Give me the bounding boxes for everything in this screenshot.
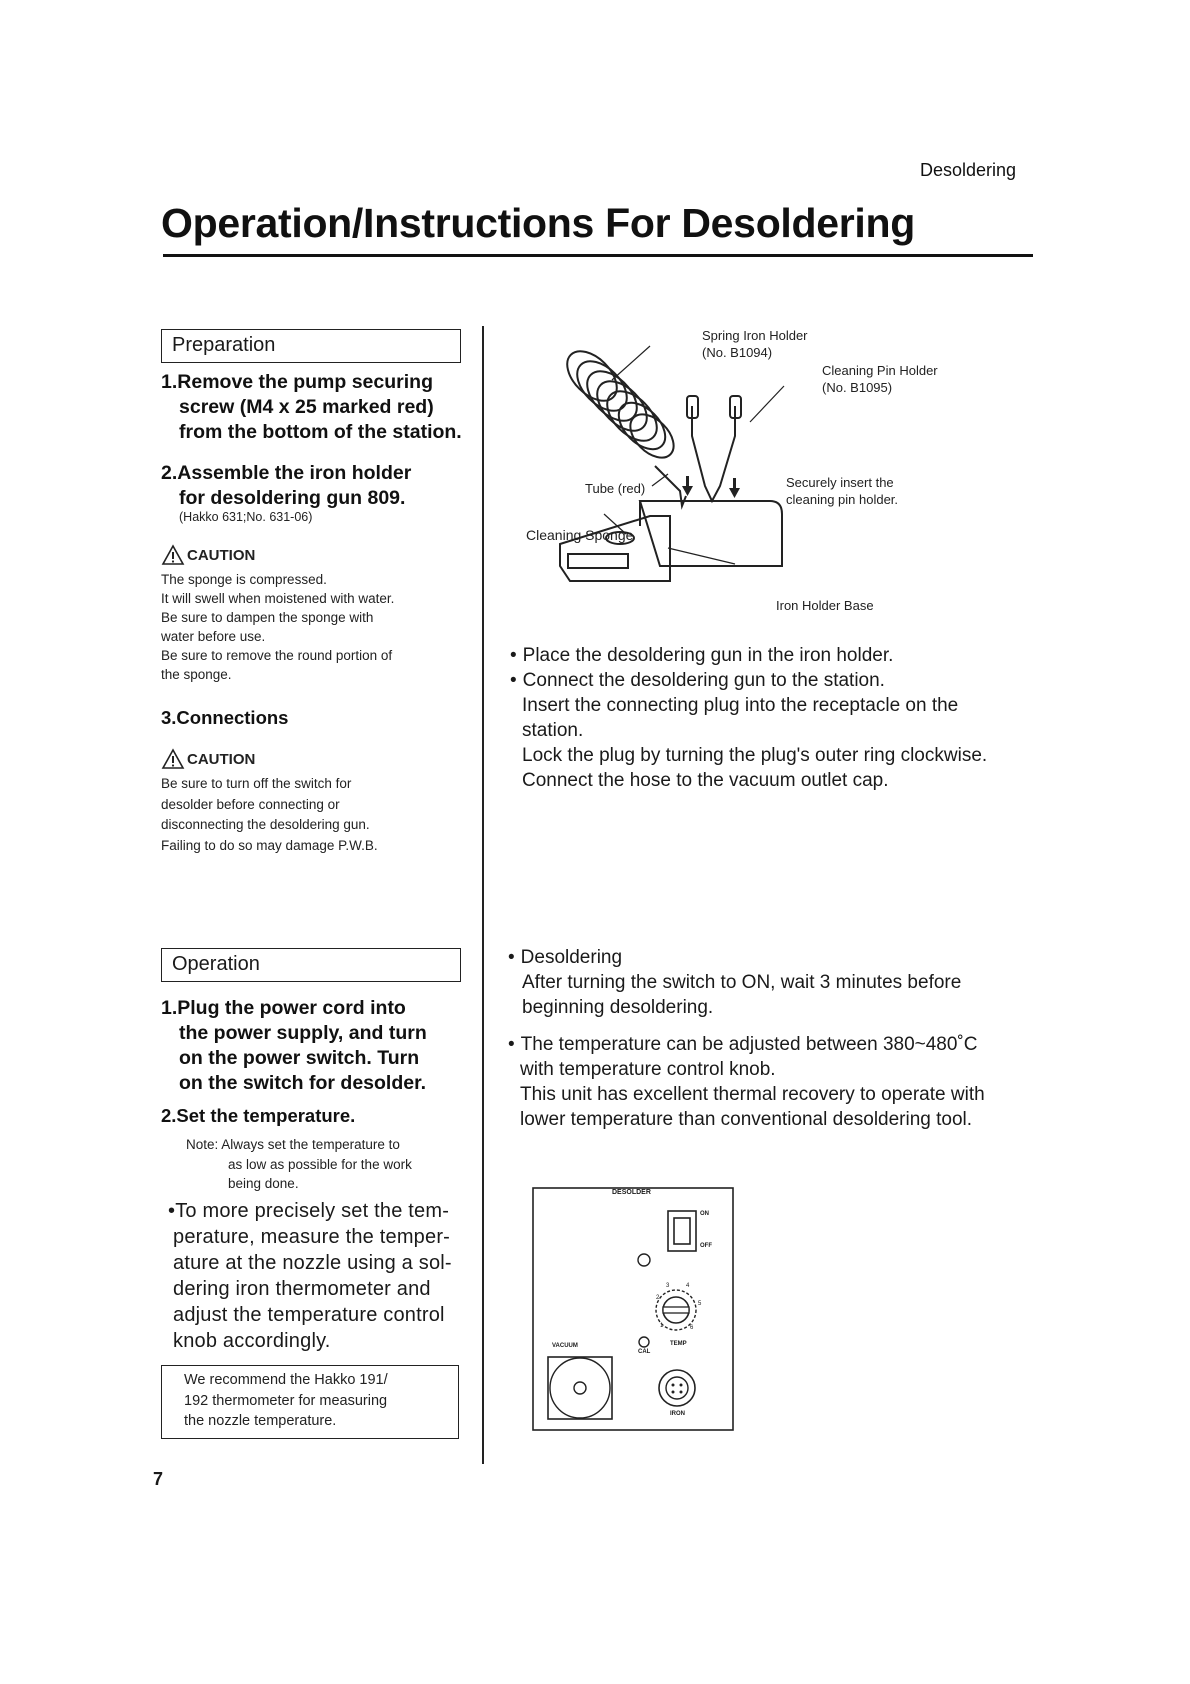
- spring-holder-line: (No. B1094): [702, 345, 773, 360]
- preparation-heading: Preparation: [172, 334, 276, 356]
- prep-step-1-line: screw (M4 x 25 marked red): [179, 396, 434, 418]
- connection-line: Insert the connecting plug into the receptacle on the: [522, 695, 959, 716]
- desoldering-line: This unit has excellent thermal recovery to operate with: [520, 1084, 985, 1105]
- op-note-line: as low as possible for the work: [228, 1156, 412, 1172]
- caution-2-text: [161, 774, 378, 856]
- pin-holder-label: [822, 362, 938, 396]
- op-step-1-line: on the switch for desolder.: [179, 1072, 427, 1094]
- prep-step-1-line: 1.Remove the pump securing: [161, 371, 433, 393]
- caution-1-line: The sponge is compressed.: [161, 572, 327, 587]
- dial-tick: 1: [660, 1323, 664, 1329]
- panel-on-label: ON: [700, 1211, 709, 1217]
- op-precise-line: ature at the nozzle using a sol-: [173, 1252, 452, 1274]
- prep-step-2-part: (Hakko 631;No. 631-06): [179, 510, 313, 524]
- op-precise-text: [168, 1198, 452, 1354]
- caution-1-line: water before use.: [161, 629, 266, 644]
- connection-bullet: • Connect the desoldering gun to the station.: [510, 668, 1030, 693]
- caution-2: [161, 748, 255, 770]
- panel-iron-label: IRON: [670, 1411, 685, 1417]
- spring-holder-line: Spring Iron Holder: [702, 328, 808, 343]
- prep-step-2-line: 2.Assemble the iron holder: [161, 462, 412, 484]
- recommend-box: [161, 1365, 459, 1439]
- panel-outline: [532, 1187, 734, 1431]
- op-precise-line: knob accordingly.: [173, 1330, 331, 1352]
- caution-2-label: CAUTION: [187, 750, 256, 768]
- caution-1: [161, 544, 255, 566]
- op-step-2: 2.Set the temperature.: [161, 1105, 356, 1126]
- connection-bullet: • Place the desoldering gun in the iron holder.: [510, 643, 1030, 668]
- operation-heading: Operation: [172, 953, 260, 975]
- op-precise-line: dering iron thermometer and: [173, 1278, 431, 1300]
- caution-1-line: Be sure to dampen the sponge with: [161, 610, 374, 625]
- recommend-line: the nozzle temperature.: [184, 1413, 337, 1429]
- desoldering-bullet: • The temperature can be adjusted between 380~480˚C: [508, 1032, 1028, 1057]
- dial-tick: 5: [698, 1301, 702, 1307]
- dial-tick: 2: [656, 1295, 660, 1301]
- op-note-line: Note: Always set the temperature to: [186, 1137, 400, 1152]
- spring-holder-label: [702, 327, 808, 361]
- caution-1-label: CAUTION: [187, 546, 256, 564]
- dial-tick: 6: [690, 1325, 694, 1331]
- caution-1-line: Be sure to remove the round portion of: [161, 648, 393, 663]
- operation-box: [161, 948, 461, 982]
- warning-icon: [161, 544, 185, 566]
- op-precise-line: •To more precisely set the tem-: [168, 1200, 450, 1222]
- panel-vacuum-label: VACUUM: [552, 1343, 578, 1349]
- op-step-1-line: on the power switch. Turn: [179, 1047, 420, 1069]
- prep-step-1: [161, 370, 462, 445]
- panel-cal-label: CAL: [638, 1349, 651, 1355]
- desoldering-line: with temperature control knob.: [520, 1059, 776, 1080]
- dial-tick: 3: [666, 1283, 670, 1289]
- desoldering-line: beginning desoldering.: [522, 997, 714, 1018]
- prep-step-2-line: for desoldering gun 809.: [179, 487, 406, 509]
- caution-2-line: Be sure to turn off the switch for: [161, 776, 352, 791]
- insert-note-label: [786, 474, 898, 508]
- pin-holder-line: (No. B1095): [822, 380, 893, 395]
- preparation-box: [161, 329, 461, 363]
- pin-holder-line: Cleaning Pin Holder: [822, 363, 938, 378]
- op-note-line: being done.: [228, 1176, 299, 1191]
- op-precise-line: adjust the temperature control: [173, 1304, 445, 1326]
- title-divider: [163, 254, 1033, 257]
- connection-line: Connect the hose to the vacuum outlet cap.: [522, 770, 889, 791]
- desoldering-bullet: • Desoldering: [508, 945, 1028, 970]
- prep-step-3: 3.Connections: [161, 707, 289, 728]
- insert-note-line: Securely insert the: [786, 475, 894, 490]
- panel-off-label: OFF: [700, 1243, 712, 1249]
- caution-1-text: [161, 570, 394, 684]
- warning-icon: [161, 748, 185, 770]
- desoldering-line: After turning the switch to ON, wait 3 minutes before: [522, 972, 962, 993]
- sponge-label: Cleaning Sponge: [526, 527, 634, 543]
- prep-step-1-line: from the bottom of the station.: [179, 421, 462, 443]
- section-label: Desoldering: [920, 160, 1017, 180]
- caution-1-line: the sponge.: [161, 667, 232, 682]
- op-step-1-line: the power supply, and turn: [179, 1022, 427, 1044]
- base-label: Iron Holder Base: [776, 598, 874, 613]
- connection-line: Lock the plug by turning the plug's outer ring clockwise.: [522, 745, 988, 766]
- caution-2-line: desolder before connecting or: [161, 796, 340, 812]
- connection-text: [510, 643, 1030, 793]
- caution-1-line: It will swell when moistened with water.: [161, 591, 395, 606]
- panel-title: DESOLDER: [612, 1189, 651, 1196]
- recommend-text: [162, 1366, 458, 1432]
- desoldering-text: [508, 945, 1028, 1132]
- panel-temp-label: TEMP: [670, 1341, 687, 1347]
- tube-label: Tube (red): [585, 481, 646, 496]
- connection-line: station.: [522, 720, 584, 741]
- page-number: 7: [153, 1469, 164, 1489]
- column-divider: [482, 326, 484, 1464]
- op-note: [186, 1135, 412, 1194]
- prep-step-2: [161, 461, 411, 511]
- caution-2-line: Failing to do so may damage P.W.B.: [161, 837, 378, 853]
- op-step-1-line: 1.Plug the power cord into: [161, 997, 406, 1019]
- caution-2-line: disconnecting the desoldering gun.: [161, 817, 370, 832]
- insert-note-line: cleaning pin holder.: [786, 492, 899, 507]
- page-title: Operation/Instructions For Desoldering: [161, 200, 916, 246]
- dial-tick: 4: [686, 1283, 690, 1289]
- op-precise-line: perature, measure the temper-: [173, 1226, 451, 1248]
- op-step-1: [161, 996, 427, 1096]
- recommend-line: 192 thermometer for measuring: [184, 1392, 388, 1409]
- desoldering-line: lower temperature than conventional desoldering tool.: [520, 1109, 973, 1130]
- control-panel-diagram: [532, 1187, 734, 1431]
- recommend-line: We recommend the Hakko 191/: [184, 1372, 388, 1388]
